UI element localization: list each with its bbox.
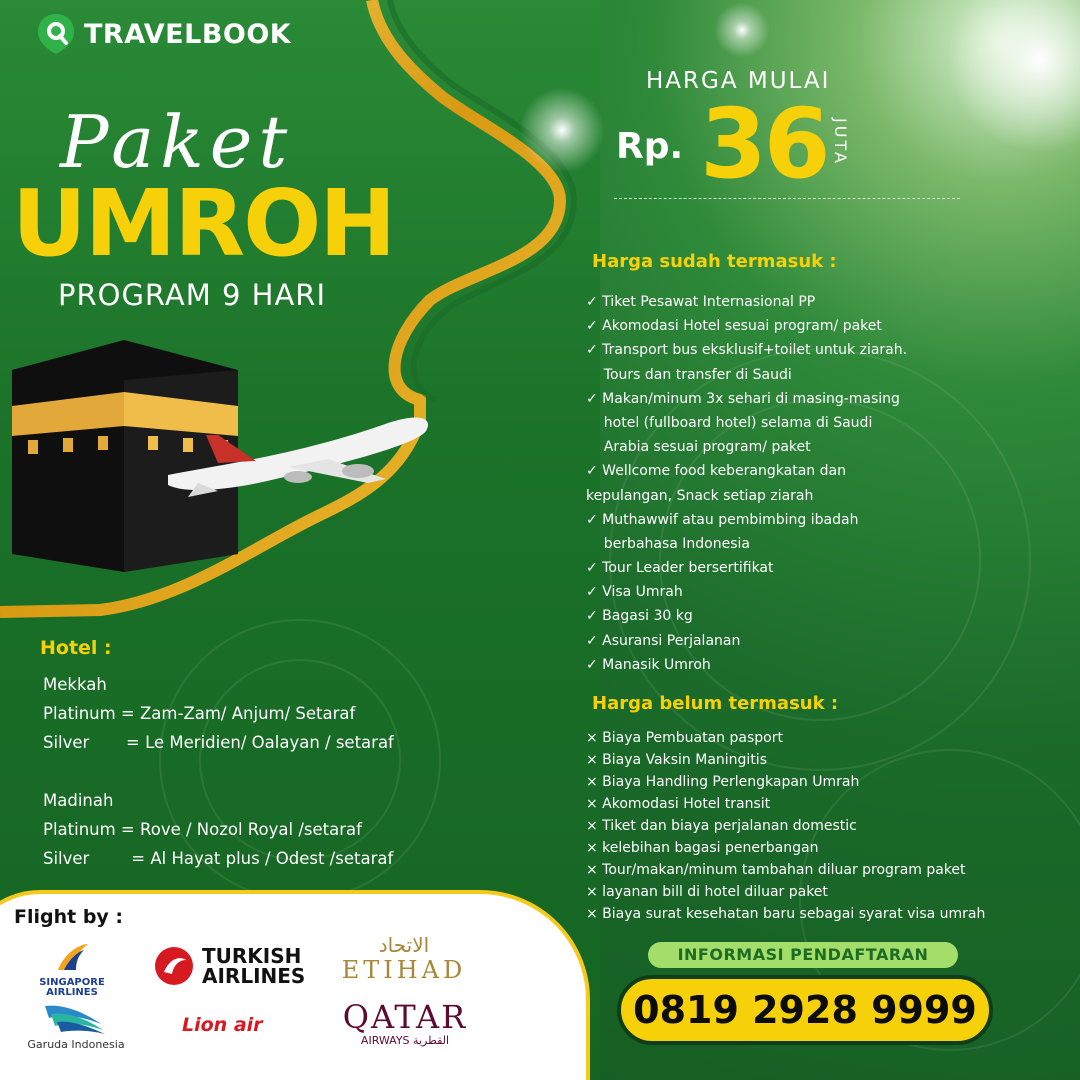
airline-lion-name: Lion air: [182, 1014, 263, 1036]
airplane-illustration: [158, 405, 438, 505]
registration-info-label: INFORMASI PENDAFTARAN: [648, 942, 958, 968]
price-unit: JUTA: [831, 118, 850, 166]
included-item: berbahasa Indonesia: [586, 535, 751, 552]
turkish-crescent-icon: [154, 946, 194, 986]
airline-etihad-arabic: الاتحاد: [378, 933, 430, 957]
hotel-line: Mekkah: [43, 675, 107, 694]
included-item: ✓ Wellcome food keberangkatan dan: [586, 463, 846, 480]
included-item: ✓ Akomodasi Hotel sesuai program/ paket: [586, 318, 882, 335]
hotel-line: [43, 757, 394, 786]
excluded-item: × kelebihan bagasi penerbangan: [586, 840, 819, 856]
brand-logo: [36, 12, 291, 56]
flight-heading: Flight by :: [14, 906, 124, 928]
included-item: Tours dan transfer di Saudi: [586, 366, 792, 383]
excluded-list: [586, 727, 985, 925]
phone-number-button[interactable]: [617, 975, 993, 1045]
airline-lion: [182, 1014, 263, 1036]
included-item: ✓ Asuransi Perjalanan: [586, 632, 741, 649]
singapore-bird-icon: [52, 940, 92, 974]
price-currency: Rp.: [616, 126, 684, 167]
airline-singapore-line1: SINGAPORE: [39, 977, 105, 988]
excluded-item: × Tiket dan biaya perjalanan domestic: [586, 818, 857, 834]
hotel-heading: Hotel :: [40, 637, 112, 659]
included-item: hotel (fullboard hotel) selama di Saudi: [586, 414, 873, 431]
airline-qatar-sub: AIRWAYS: [360, 1034, 410, 1047]
included-item: ✓ Tour Leader bersertifikat: [586, 560, 774, 577]
included-list: [586, 290, 907, 677]
hotel-line: Silver = Al Hayat plus / Odest /setaraf: [43, 849, 394, 868]
included-heading: Harga sudah termasuk :: [592, 251, 837, 272]
airline-turkish: [154, 946, 305, 986]
airline-etihad: [334, 934, 474, 984]
airline-etihad-latin: ETIHAD: [341, 956, 467, 984]
hotel-line: Silver = Le Meridien/ Oalayan / setaraf: [43, 733, 394, 752]
airline-garuda: [26, 1000, 126, 1051]
title-script: Paket: [60, 100, 294, 184]
program-subtitle: PROGRAM 9 HARI: [58, 278, 327, 312]
brand-name: TRAVELBOOK: [84, 18, 292, 50]
airline-turkish-line1: TURKISH: [202, 944, 302, 968]
included-item: kepulangan, Snack setiap ziarah: [586, 487, 814, 504]
airline-qatar: [340, 1000, 470, 1048]
excluded-item: × Tour/makan/minum tambahan diluar program paket: [586, 862, 966, 878]
garuda-bird-icon: [41, 1000, 111, 1034]
excluded-item: × Akomodasi Hotel transit: [586, 796, 771, 812]
airline-turkish-line2: AIRLINES: [202, 964, 306, 988]
hotel-line: Platinum = Zam-Zam/ Anjum/ Setaraf: [43, 704, 356, 723]
hotel-list: [43, 670, 394, 873]
airline-singapore: [30, 940, 114, 998]
included-item: ✓ Tiket Pesawat Internasional PP: [586, 294, 816, 310]
included-item: ✓ Muthawwif atau pembimbing ibadah: [586, 511, 859, 528]
phone-number: 0819 2928 9999: [633, 988, 977, 1032]
airline-qatar-arabic: القطرية: [413, 1034, 450, 1047]
excluded-item: × Biaya surat kesehatan baru sebagai syarat visa umrah: [586, 906, 986, 922]
included-item: ✓ Bagasi 30 kg: [586, 608, 693, 625]
airline-garuda-name: Garuda Indonesia: [27, 1038, 125, 1051]
title-main: UMROH: [12, 170, 395, 277]
included-item: ✓ Visa Umrah: [586, 584, 683, 601]
price-label: HARGA MULAI: [646, 68, 831, 94]
excluded-item: × layanan bill di hotel diluar paket: [586, 884, 828, 900]
hotel-line: Platinum = Rove / Nozol Royal /setaraf: [43, 820, 362, 839]
location-pin-icon: [36, 12, 76, 56]
excluded-item: × Biaya Pembuatan pasport: [586, 730, 783, 746]
included-item: ✓ Makan/minum 3x sehari di masing-masing: [586, 390, 900, 407]
price-amount: 36: [700, 88, 828, 200]
included-item: ✓ Transport bus eksklusif+toilet untuk ziarah.: [586, 342, 908, 359]
included-item: Arabia sesuai program/ paket: [586, 439, 811, 456]
hotel-line: Madinah: [43, 791, 114, 810]
airline-qatar-main: QATAR: [342, 998, 468, 1036]
excluded-item: × Biaya Vaksin Maningitis: [586, 752, 767, 768]
airline-singapore-line2: AIRLINES: [46, 987, 98, 998]
price-divider: [614, 198, 960, 199]
excluded-item: × Biaya Handling Perlengkapan Umrah: [586, 774, 860, 790]
excluded-heading: Harga belum termasuk :: [592, 693, 839, 714]
included-item: ✓ Manasik Umroh: [586, 656, 711, 673]
